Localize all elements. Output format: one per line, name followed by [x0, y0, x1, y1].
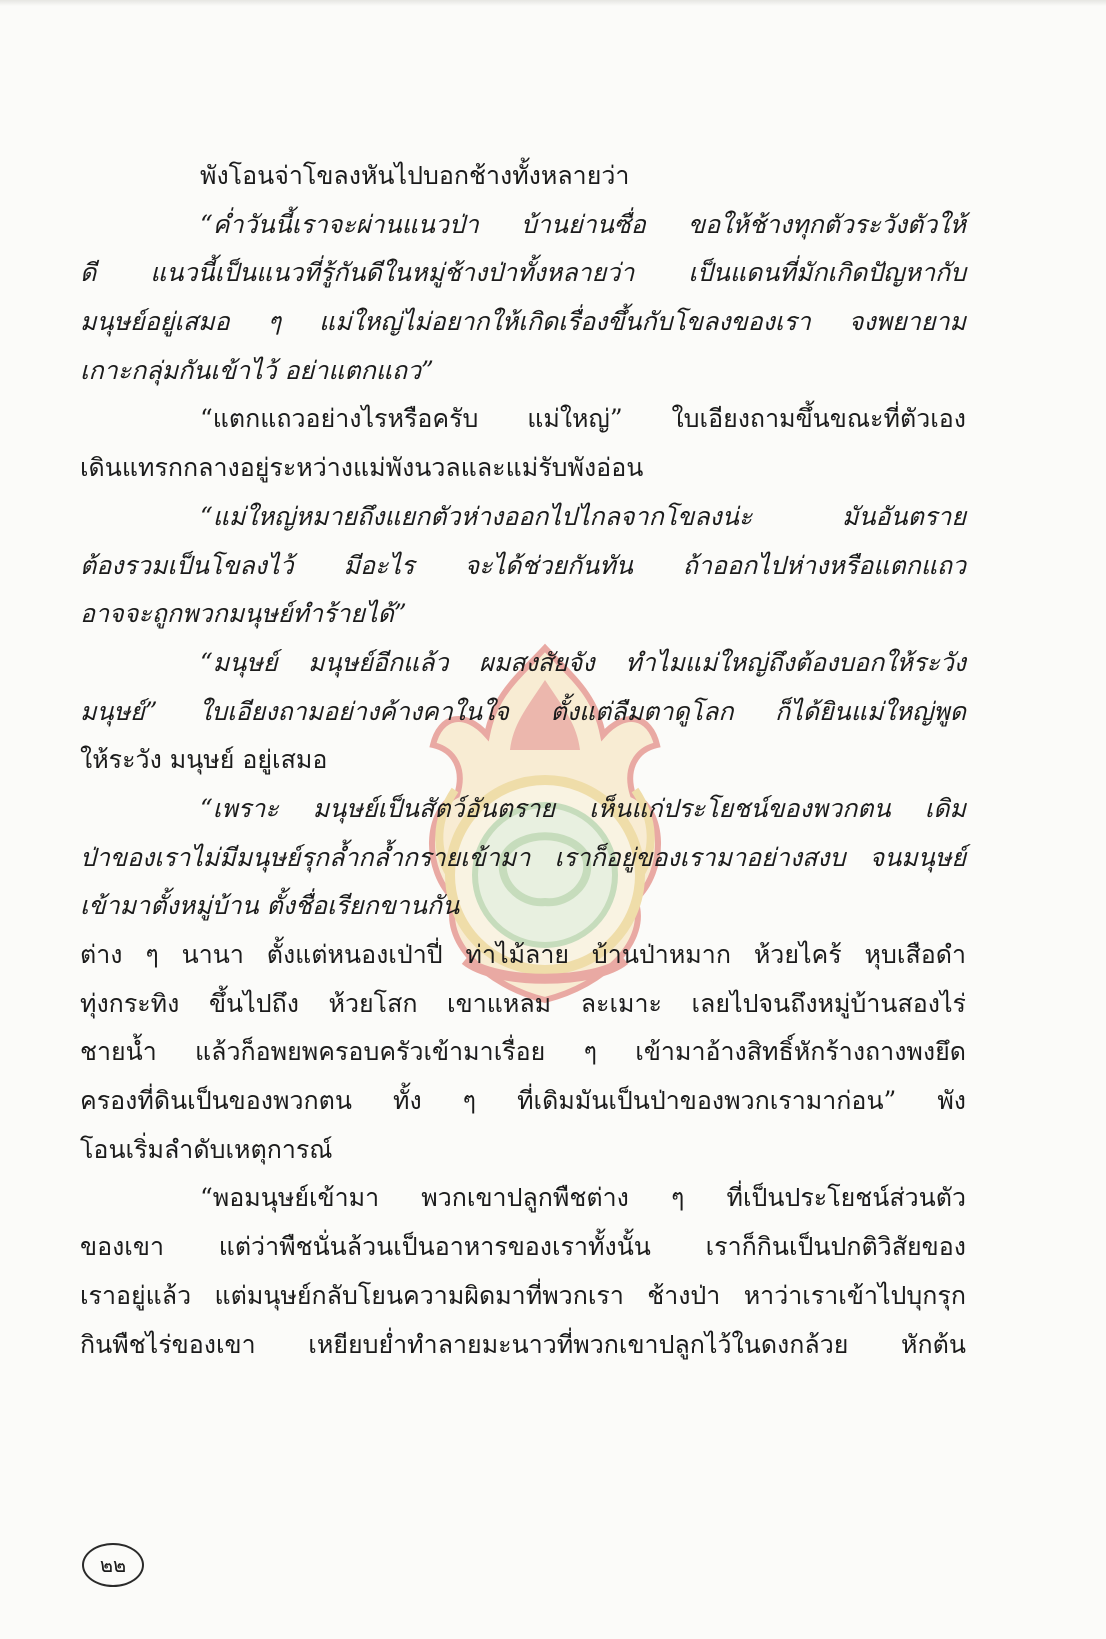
- paragraph-line: เกาะกลุ่มกันเข้าไว้ อย่าแตกแถว”: [80, 355, 434, 385]
- paragraph-line: มนุษย์” ใบเอียงถามอย่างค้างคาในใจ ตั้งแต่ลืมตาดูโลก ก็ได้ยินแม่ใหญ่พูด: [80, 696, 966, 726]
- page-top-edge: [0, 0, 1106, 6]
- paragraph-line: โอนเริ่มลำดับเหตุการณ์: [80, 1134, 333, 1164]
- paragraph-line: อาจจะถูกพวกมนุษย์ทำร้ายได้”: [80, 599, 407, 629]
- paragraph-line: เข้ามาตั้งหมู่บ้าน ตั้งชื่อเรียกขานกัน: [80, 891, 460, 921]
- paragraph-line: เราอยู่แล้ว แต่มนุษย์กลับโยนความผิดมาที่พวกเรา ช้างป่า หาว่าเราเข้าไปบุกรุก: [80, 1280, 966, 1310]
- body-text: [80, 152, 966, 1369]
- paragraph-line: พังโอนจ่าโขลงหันไปบอกช้างทั้งหลายว่า: [200, 161, 630, 190]
- paragraph-line: “มนุษย์ มนุษย์อีกแล้ว ผมสงสัยจัง ทำไมแม่ใหญ่ถึงต้องบอกให้ระวัง: [200, 647, 966, 677]
- paragraph-line: ให้ระวัง มนุษย์ อยู่เสมอ: [80, 745, 328, 775]
- paragraph-line: มนุษย์อยู่เสมอ ๆ แม่ใหญ่ไม่อยากให้เกิดเรื่องขึ้นกับโขลงของเรา จงพยายาม: [80, 307, 966, 337]
- paragraph-line: “เพราะ มนุษย์เป็นสัตว์อันตราย เห็นแก่ประโยชน์ของพวกตน เดิม: [200, 793, 966, 823]
- paragraph-line: ชายน้ำ แล้วก็อพยพครอบครัวเข้ามาเรื่อย ๆ เข้ามาอ้างสิทธิ์หักร้างถางพงยึด: [80, 1037, 966, 1067]
- paragraph-line: ทุ่งกระทิง ขึ้นไปถึง ห้วยโสก เขาแหลม ละเมาะ เลยไปจนถึงหมู่บ้านสองไร่: [80, 988, 966, 1018]
- paragraph-line: “พอมนุษย์เข้ามา พวกเขาปลูกพืชต่าง ๆ ที่เป็นประโยชน์ส่วนตัว: [200, 1183, 966, 1213]
- paragraph-line: เดินแทรกกลางอยู่ระหว่างแม่พังนวลและแม่รับพังอ่อน: [80, 453, 644, 483]
- paragraph-line: ครองที่ดินเป็นของพวกตน ทั้ง ๆ ที่เดิมมันเป็นป่าของพวกเรามาก่อน” พัง: [80, 1086, 966, 1116]
- paragraph-line: “แม่ใหญ่หมายถึงแยกตัวห่างออกไปไกลจากโขลงน่ะ มันอันตราย: [200, 501, 966, 531]
- paragraph-line: “ค่ำวันนี้เราจะผ่านแนวป่า บ้านย่านซื่อ ขอให้ช้างทุกตัวระวังตัวให้: [200, 209, 966, 239]
- paragraph-line: ต้องรวมเป็นโขลงไว้ มีอะไร จะได้ช่วยกันทัน ถ้าออกไปห่างหรือแตกแถว: [80, 550, 966, 580]
- paragraph-line: “แตกแถวอย่างไรหรือครับ แม่ใหญ่” ใบเอียงถามขึ้นขณะที่ตัวเอง: [200, 404, 966, 434]
- paragraph-line: ต่าง ๆ นานา ตั้งแต่หนองเป่าปี่ ท่าไม้ลาย บ้านป่าหมาก ห้วยไคร้ หุบเสือดำ: [80, 940, 966, 969]
- paragraph-line: ดี แนวนี้เป็นแนวที่รู้กันดีในหมู่ช้างป่าทั้งหลายว่า เป็นแดนที่มักเกิดปัญหากับ: [80, 258, 966, 288]
- paragraph-line: ของเขา แต่ว่าพืชนั่นล้วนเป็นอาหารของเราทั้งนั้น เราก็กินเป็นปกติวิสัยของ: [80, 1232, 966, 1262]
- paragraph-line: กินพืชไร่ของเขา เหยียบย่ำทำลายมะนาวที่พวกเขาปลูกไว้ในดงกล้วย หักต้น: [80, 1329, 966, 1359]
- page-number: ๒๒: [82, 1543, 144, 1587]
- paragraph-line: ป่าของเราไม่มีมนุษย์รุกล้ำกล้ำกรายเข้ามา เราก็อยู่ของเรามาอย่างสงบ จนมนุษย์: [80, 842, 966, 872]
